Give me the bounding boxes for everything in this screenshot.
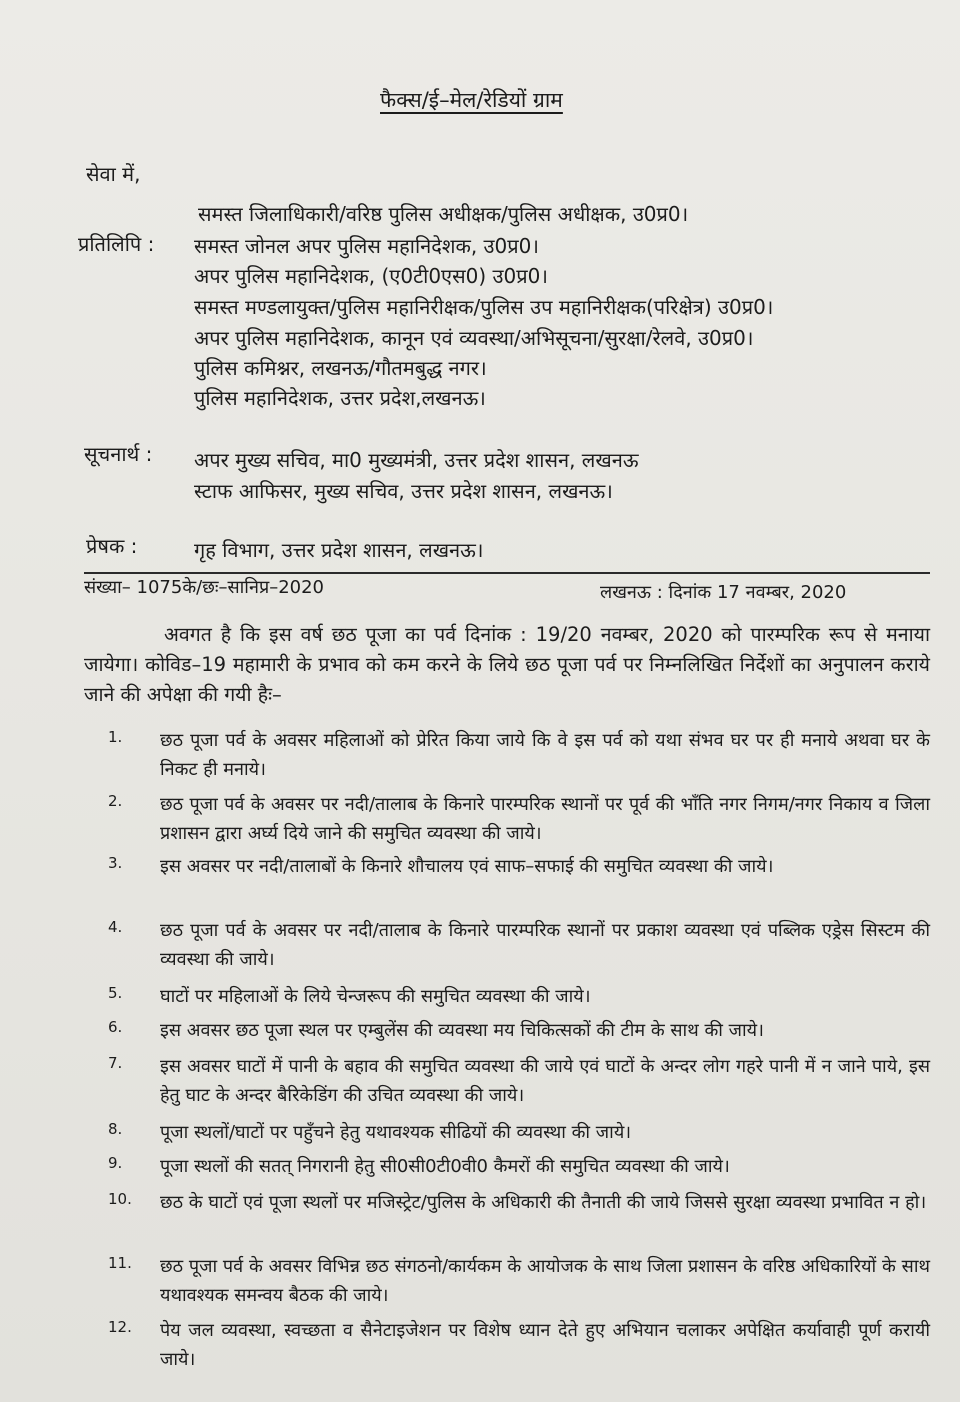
copy-to-label: प्रतिलिपि : — [78, 232, 155, 256]
for-info-label: सूचनार्थ : — [84, 442, 153, 466]
item-number: 9. — [108, 1154, 123, 1172]
item-text: पेय जल व्यवस्था, स्वच्छता व सैनेटाइजेशन पर विशेष ध्यान देते हुए अभियान चलाकर अपेक्षित कर्यावाही पूर्ण करायी जाये। — [160, 1320, 930, 1370]
item-text: घाटों पर महिलाओं के लिये चेन्जरूप की समुचित व्यवस्था की जाये। — [160, 986, 591, 1007]
addressee-label: सेवा में, — [86, 162, 141, 186]
item-number: 5. — [108, 984, 123, 1002]
item-text: पूजा स्थलों की सतत् निगरानी हेतु सी0सी0टी0वी0 कैमरों की समुचित व्यवस्था की जाये। — [160, 1156, 730, 1177]
item-number: 2. — [108, 792, 123, 810]
copy-to-line: अपर पुलिस महानिदेशक, (ए0टी0एस0) उ0प्र0। — [194, 264, 548, 288]
item-number: 8. — [108, 1120, 123, 1138]
item-text: छठ पूजा पर्व के अवसर विभिन्न छठ संगठनो/कार्यकम के आयोजक के साथ जिला प्रशासन के वरिष्ठ अधिकारियों के साथ यथावश्यक समन्वय बैठक की जाये। — [160, 1256, 930, 1306]
copy-to-line: अपर पुलिस महानिदेशक, कानून एवं व्यवस्था/अभिसूचना/सुरक्षा/रेलवे, उ0प्र0। — [194, 326, 754, 350]
item-text: छठ पूजा पर्व के अवसर महिलाओं को प्रेरित किया जाये कि वे इस पर्व को यथा संभव घर पर ही मनाये अथवा घर के निकट ही मनाये। — [160, 730, 930, 780]
reference-number: संख्या– 1075के/छः–सानिप्र–2020 — [84, 577, 325, 598]
item-text: छठ पूजा पर्व के अवसर पर नदी/तालाब के किनारे पारम्परिक स्थानों पर पूर्व की भाँति नगर निगम/नगर निकाय व जिला प्रशासन द्वारा अर्घ्य दिये जाने की समुचित व्यवस्था की जाये। — [160, 794, 930, 844]
copy-to-line: पुलिस कमिश्नर, लखनऊ/गौतमबुद्ध नगर। — [194, 356, 487, 380]
item-number: 4. — [108, 918, 123, 936]
item-number: 3. — [108, 854, 123, 872]
item-number: 12. — [108, 1318, 132, 1336]
copy-to-line: पुलिस महानिदेशक, उत्तर प्रदेश,लखनऊ। — [194, 386, 486, 410]
item-number: 11. — [108, 1254, 132, 1272]
item-text: छठ के घाटों एवं पूजा स्थलों पर मजिस्ट्रेट/पुलिस के अधिकारी की तैनाती की जाये जिससे सुरक्षा व्यवस्था प्रभावित न हो। — [160, 1192, 927, 1213]
item-text: इस अवसर घाटों में पानी के बहाव की समुचित व्यवस्था की जाये एवं घाटों के अन्दर लोग गहरे पानी में न जाने पाये, इस हेतु घाट के अन्दर बैरिकेडिंग की उचित व्यवस्था की जाये। — [160, 1056, 930, 1106]
item-text: छठ पूजा पर्व के अवसर पर नदी/तालाब के किनारे पारम्परिक स्थानों पर प्रकाश व्यवस्था एवं पब्लिक एड्रेस सिस्टम की व्यवस्था की जाये। — [160, 920, 930, 970]
item-number: 7. — [108, 1054, 123, 1072]
copy-to-line: समस्त जोनल अपर पुलिस महानिदेशक, उ0प्र0। — [194, 234, 539, 258]
place-date: लखनऊ : दिनांक 17 नवम्बर, 2020 — [600, 582, 847, 603]
item-number: 10. — [108, 1190, 132, 1208]
sender-label: प्रेषक : — [86, 534, 138, 558]
divider-rule — [84, 572, 930, 574]
item-text: इस अवसर छठ पूजा स्थल पर एम्बुलेंस की व्यवस्था मय चिकित्सकों की टीम के साथ की जाये। — [160, 1020, 764, 1041]
for-info-line: अपर मुख्य सचिव, मा0 मुख्यमंत्री, उत्तर प्रदेश शासन, लखनऊ — [194, 448, 639, 472]
sender-line: गृह विभाग, उत्तर प्रदेश शासन, लखनऊ। — [194, 538, 484, 562]
for-info-line: स्टाफ आफिसर, मुख्य सचिव, उत्तर प्रदेश शासन, लखनऊ। — [194, 479, 613, 503]
intro-paragraph: अवगत है कि इस वर्ष छठ पूजा का पर्व दिनांक : 19/20 नवम्बर, 2020 को पारम्परिक रूप से मनाया जायेगा। कोविड–19 महामारी के प्रभाव को कम करने के लिये छठ पूजा पर्व पर निम्नलिखित निर्देशों का अनुपालन कराये जाने की अपेक्षा की गयी हैः– — [84, 623, 930, 706]
item-text: पूजा स्थलों/घाटों पर पहुँचने हेतु यथावश्यक सीढियों की व्यवस्था की जाये। — [160, 1122, 632, 1143]
addressee-line: समस्त जिलाधिकारी/वरिष्ठ पुलिस अधीक्षक/पुलिस अधीक्षक, उ0प्र0। — [198, 202, 689, 226]
item-number: 6. — [108, 1018, 123, 1036]
copy-to-line: समस्त मण्डलायुक्त/पुलिस महानिरीक्षक/पुलिस उप महानिरीक्षक(परिक्षेत्र) उ0प्र0। — [194, 295, 774, 319]
item-number: 1. — [108, 728, 123, 746]
document-heading: फैक्स/ई–मेल/रेडियों ग्राम — [380, 88, 563, 112]
item-text: इस अवसर पर नदी/तालाबों के किनारे शौचालय एवं साफ–सफाई की समुचित व्यवस्था की जाये। — [160, 856, 774, 877]
